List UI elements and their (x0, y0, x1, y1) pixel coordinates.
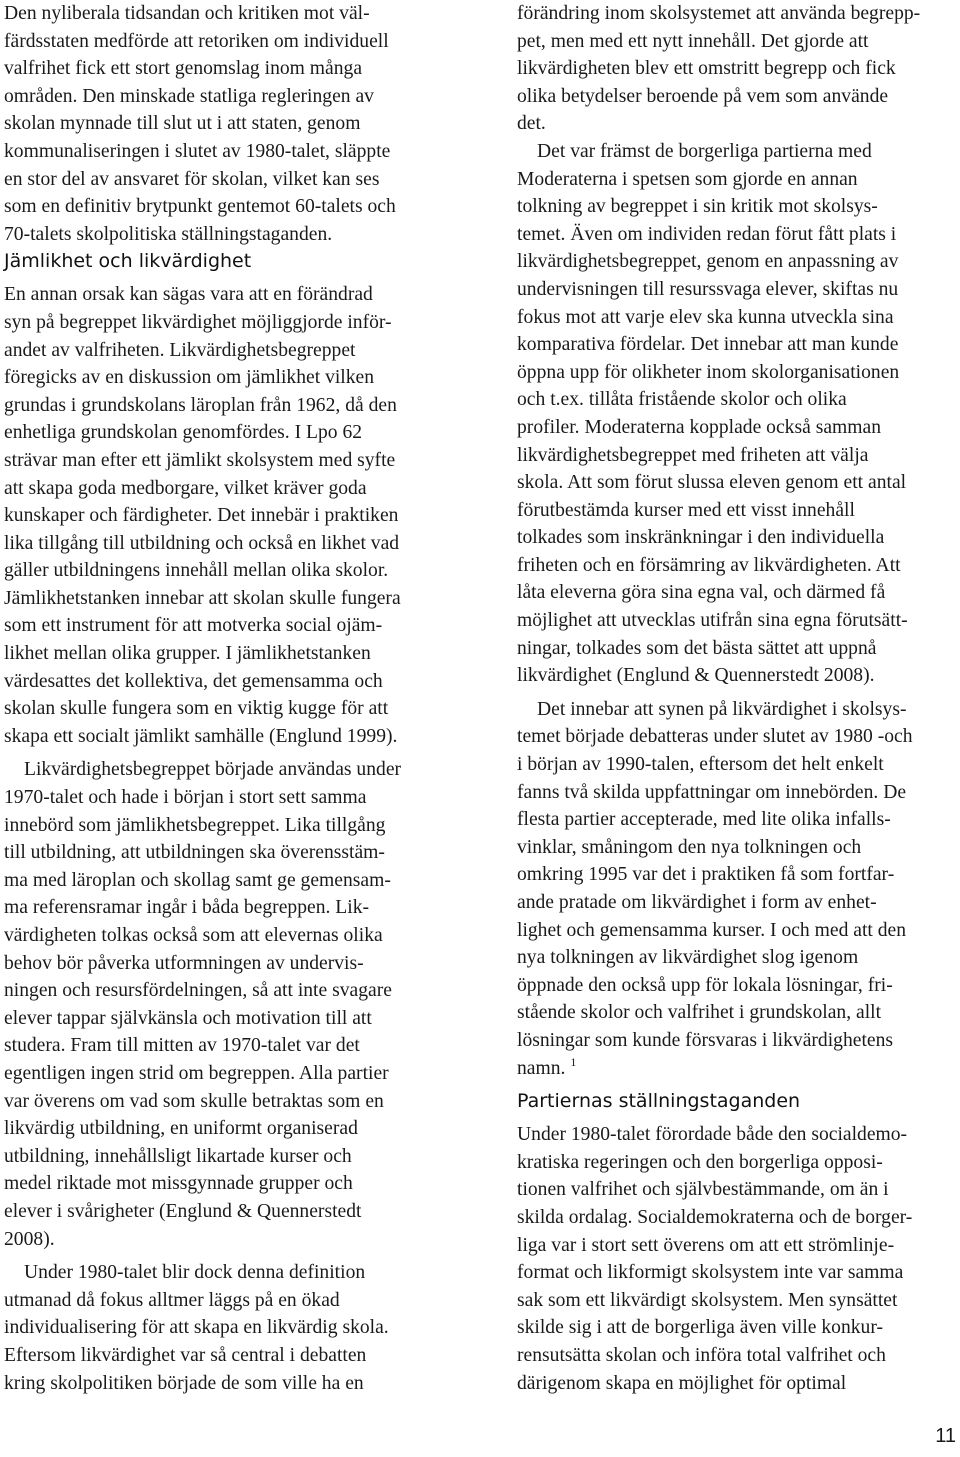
text-line: att skapa goda medborgare, vilket kräver goda (4, 477, 367, 499)
text-line: undervisningen till resurssvaga elever, skiftas nu (517, 278, 899, 300)
text-line: ma med läroplan och skollag samt ge gemensam- (4, 869, 391, 891)
text-line: öppnade den också upp för lokala lösningar, fri- (517, 974, 893, 996)
text-line: likhet mellan olika grupper. I jämlikhetstanken (4, 643, 371, 665)
text-line: sak som ett likvärdigt skolsystem. Men synsättet (517, 1289, 898, 1311)
text-line: Moderaterna i spetsen som gjorde en annan (517, 168, 858, 190)
right-column (517, 0, 957, 1397)
paragraph-parties (517, 1121, 957, 1397)
text-line: tolkades som inskränkningar i den individuella (517, 527, 885, 549)
text-line: En annan orsak kan sägas vara att en förändrad (4, 284, 373, 306)
text-line: syn på begreppet likvärdighet möjliggjorde inför- (4, 311, 392, 333)
text-line: Jämlikhetstanken innebar att skolan skulle fungera (4, 587, 401, 609)
text-line: kratiska regeringen och den borgerliga opposi- (517, 1151, 883, 1173)
text-line: därigenom skapa en möjlighet för optimal (517, 1372, 847, 1394)
text-line: gäller utbildningens innehåll mellan olika skolor. (4, 560, 389, 582)
text-line: Under 1980-talet förordade både den socialdemo- (517, 1124, 908, 1146)
left-column (4, 0, 450, 1397)
paragraph-intro (4, 0, 450, 248)
text-line: liga var i stort sett överens om att ett strömlinje- (517, 1234, 895, 1256)
text-line: föregicks av en diskussion om jämlikhet vilken (4, 367, 375, 389)
text-line: behov bör påverka utformningen av undervis- (4, 952, 364, 974)
paragraph-equality-1 (4, 281, 450, 750)
text-line: Det var främst de borgerliga partierna med (537, 140, 872, 162)
text-line: lika tillgång till utbildning och också en likhet vad (4, 532, 400, 554)
paragraph-moderates (517, 138, 957, 690)
text-line: stående skolor och valfrihet i grundskolan, allt (517, 1002, 882, 1024)
text-line: var överens om vad som skulle betraktas som en (4, 1090, 384, 1112)
text-line: områden. Den minskade statliga regleringen av (4, 85, 374, 107)
text-line: likvärdighetsbegreppet, genom en anpassning av (517, 251, 899, 273)
text-line: omkring 1995 var det i praktiken få som fortfar- (517, 864, 895, 886)
text-line: elever tappar självkänsla och motivation till att (4, 1007, 372, 1029)
text-line: enhetliga grundskolan genomfördes. I Lpo 62 (4, 422, 363, 444)
text-line: individualisering för att skapa en likvärdig skola. (4, 1317, 389, 1339)
text-line: valfrihet fick ett stort genomslag inom många (4, 58, 363, 80)
text-line: tionen valfrihet och självbestämmande, om än i (517, 1179, 889, 1201)
text-line: möjlighet att utvecklas utifrån sina egna förutsätt- (517, 610, 908, 632)
text-line: skolan mynnade till slut ut i att staten, genom (4, 113, 361, 135)
text-line: lighet och gemensamma kurser. I och med att den (517, 919, 907, 941)
text-line: tolkning av begreppet i sin kritik mot skolsys- (517, 196, 878, 218)
text-line: flesta partier accepterade, med lite olika infalls- (517, 809, 891, 831)
text-line: strävar man efter ett jämlikt skolsystem med syfte (4, 449, 396, 471)
text-line: värdigheten tolkas också som att elevernas olika (4, 925, 383, 946)
text-line: kommunaliseringen i slutet av 1980-talet, släppte (4, 140, 391, 162)
text-line: 2008). (4, 1228, 55, 1250)
text-line: skapa ett socialt jämlikt samhälle (Englund 1999). (4, 725, 398, 747)
text-line: utmanad då fokus alltmer läggs på en ökad (4, 1289, 340, 1311)
text-line: som en definitiv brytpunkt gentemot 60-talets och (4, 196, 396, 218)
text-line: Den nyliberala tidsandan och kritiken mot väl- (4, 3, 370, 24)
text-line: skilda ordalag. Socialdemokraterna och de borger- (517, 1206, 913, 1228)
footnote-marker: 1 (570, 1054, 577, 1069)
text-line: utbildning, innehållsligt likartade kurser och (4, 1145, 352, 1167)
text-line: likvärdighet (Englund & Quennerstedt 2008). (517, 665, 875, 687)
text-line: nya tolkningen av likvärdighet slog igenom (517, 947, 859, 969)
text-line: likvärdig utbildning, en uniformt organiserad (4, 1118, 358, 1140)
text-line: andet av valfriheten. Likvärdighetsbegreppet (4, 339, 356, 361)
text-line: värdesattes det kollektiva, det gemensamma och (4, 670, 383, 692)
text-line: förändring inom skolsystemet att använda begrepp- (517, 3, 921, 24)
text-line: och t.ex. tillåta fristående skolor och olika (517, 389, 847, 411)
heading-partiernas: Partiernas ställningstaganden (517, 1090, 801, 1113)
text-line: det. (517, 113, 546, 135)
text-line: innebörd som jämlikhetsbegreppet. Lika tillgång (4, 814, 386, 836)
text-line: 1970-talet och hade i början i stort sett samma (4, 787, 367, 809)
text-line: namn. $^1$ (517, 1054, 577, 1079)
text-line: likvärdigheten blev ett omstritt begrepp och fick (517, 58, 896, 80)
text-line: medel riktade mot missgynnade grupper och (4, 1173, 353, 1195)
text-line: 70-talets skolpolitiska ställningstaganden. (4, 223, 333, 245)
text-line: friheten och en försämring av likvärdigheten. Att (517, 554, 901, 576)
text-line: ningen och resursfördelningen, så att inte svagare (4, 980, 392, 1002)
text-line: vinklar, småningom den nya tolkningen och (517, 836, 862, 858)
text-line: kunskaper och färdigheter. Det innebär i praktiken (4, 505, 399, 527)
text-line: skolan skulle fungera som en viktig kugge för att (4, 698, 389, 720)
text-line: olika betydelser beroende på vem som använde (517, 85, 889, 107)
text-line: grundas i grundskolans läroplan från 1962, då den (4, 394, 397, 416)
text-line: lösningar som kunde försvaras i likvärdighetens (517, 1029, 894, 1051)
paragraph-continued (517, 0, 957, 138)
text-line: rensutsätta skolan och införa total valfrihet och (517, 1344, 886, 1366)
text-line: Det innebar att synen på likvärdighet i skolsys- (537, 698, 907, 720)
text-line: fokus mot att varje elev ska kunna utveckla sina (517, 306, 894, 328)
text-line: en stor del av ansvaret för skolan, vilket kan ses (4, 168, 380, 190)
text-line: färdsstaten medförde att retoriken om individuell (4, 30, 389, 52)
text-line: som ett instrument för att motverka social ojäm- (4, 615, 383, 637)
text-line: studera. Fram till mitten av 1970-talet var det (4, 1035, 360, 1057)
text-line: temet började debatteras under slutet av 1980 -och (517, 726, 913, 748)
text-line: i början av 1990-talen, eftersom det helt enkelt (517, 754, 884, 776)
text-line: ande pratade om likvärdighet i form av enhet- (517, 892, 877, 913)
text-line: profiler. Moderaterna kopplade också samman (517, 416, 881, 438)
text-line: elever i svårigheter (Englund & Quennerstedt (4, 1200, 362, 1222)
text-line: Under 1980-talet blir dock denna definition (24, 1262, 366, 1284)
paragraph-equality-2 (4, 756, 450, 1253)
text-line: format och likformigt skolsystem inte var samma (517, 1262, 904, 1284)
text-line: likvärdighetsbegreppet med friheten att välja (517, 444, 869, 466)
text-line: fanns två skilda uppfattningar om innebörden. De (517, 781, 907, 803)
text-line: komparativa fördelar. Det innebar att man kunde (517, 334, 899, 356)
text-line: förutbestämda kurser med ett visst innehåll (517, 499, 855, 521)
text-line: egentligen ingen strid om begreppen. Alla partier (4, 1062, 389, 1084)
heading-jamlikhet: Jämlikhet och likvärdighet (4, 250, 252, 273)
text-line: till utbildning, att utbildningen ska överensstäm- (4, 842, 385, 864)
text-line: Likvärdighetsbegreppet började användas under (24, 759, 402, 781)
text-line: Eftersom likvärdighet var så central i debatten (4, 1344, 367, 1366)
text-line: ningar, tolkades som det bästa sättet att uppnå (517, 637, 877, 659)
page-number: 11 (935, 1425, 956, 1447)
paragraph-debate (517, 696, 957, 1082)
text-line: låta eleverna göra sina egna val, och därmed få (517, 582, 886, 604)
text-line: temet. Även om individen redan förut fått plats i (517, 223, 897, 245)
text-line: ma referensramar ingår i båda begreppen. Lik- (4, 897, 370, 919)
text-line: öppna upp för olikheter inom skolorganisationen (517, 361, 900, 383)
text-line: skola. Att som förut slussa eleven genom ett antal (517, 472, 907, 494)
text-line: skilde sig i att de borgerliga även ville konkur- (517, 1317, 883, 1339)
paragraph-equality-3 (4, 1259, 450, 1397)
text-line: kring skolpolitiken började de som ville ha en (4, 1372, 364, 1394)
text-line: pet, men med ett nytt innehåll. Det gjorde att (517, 30, 869, 52)
